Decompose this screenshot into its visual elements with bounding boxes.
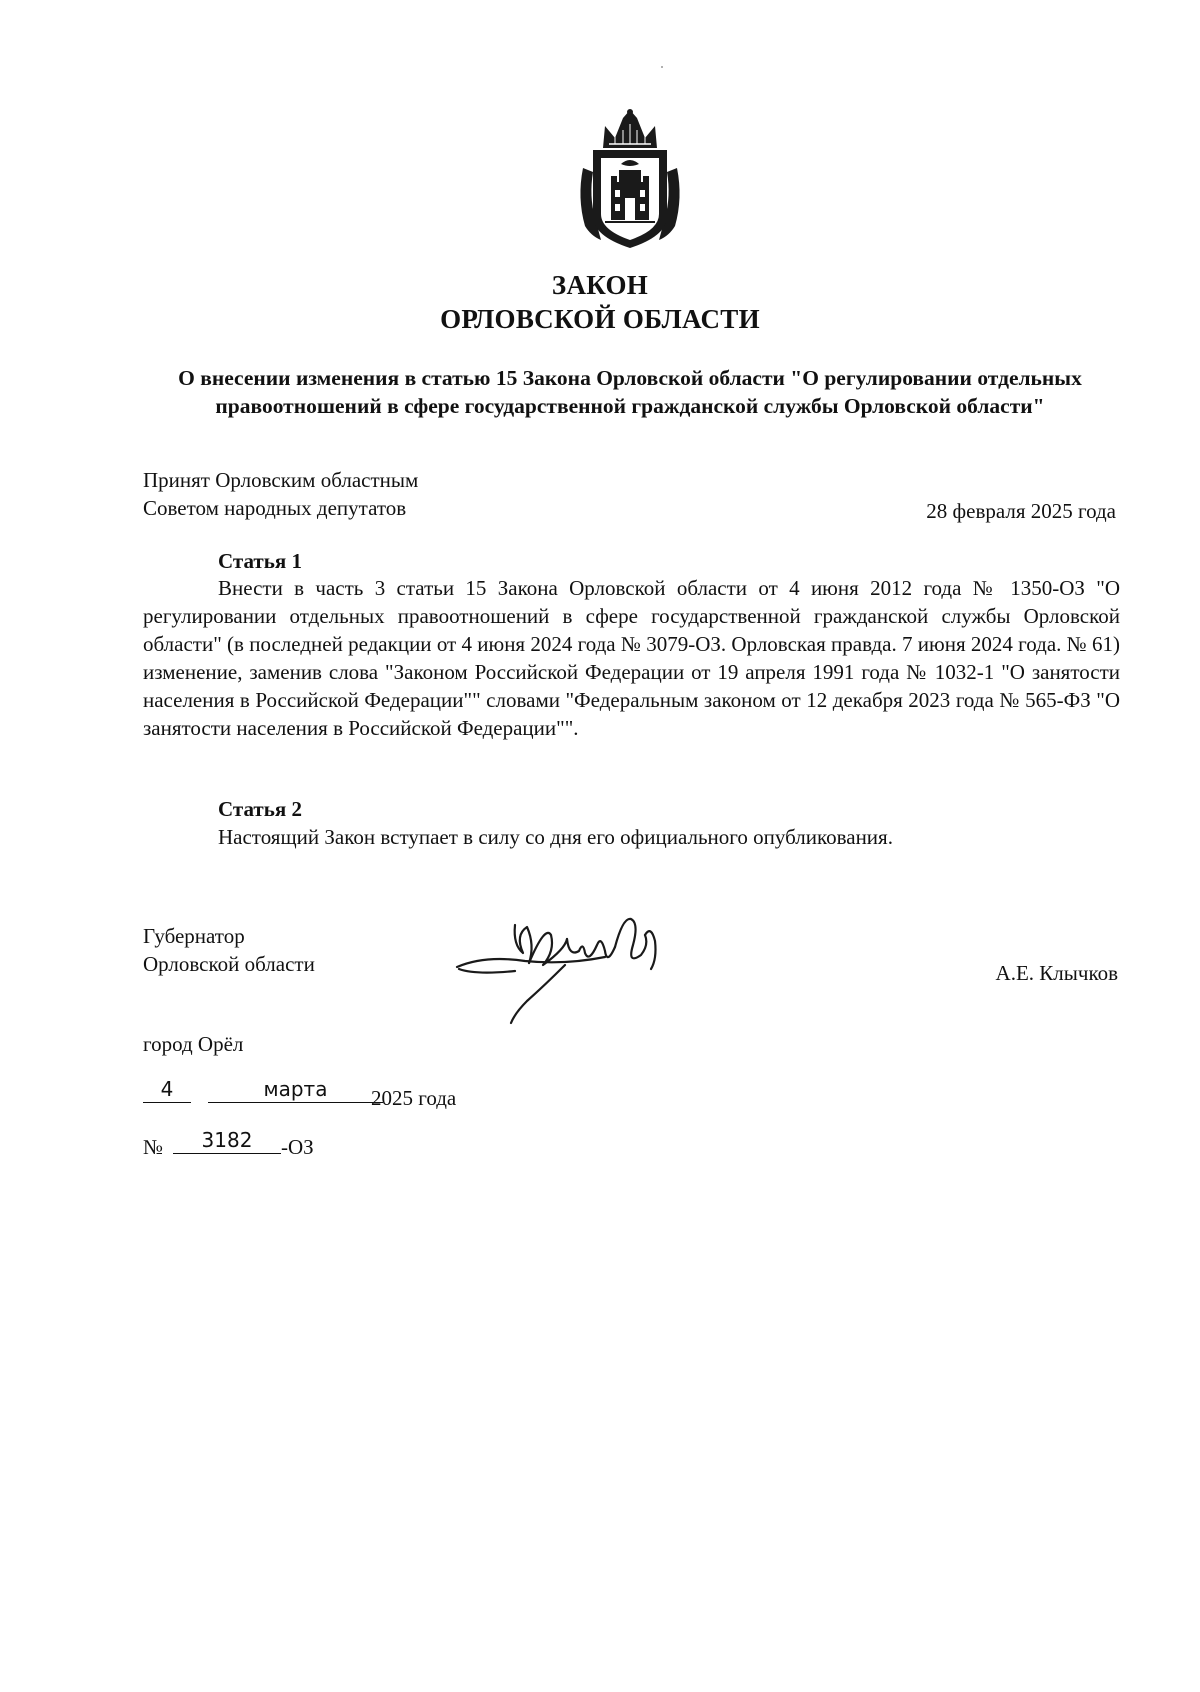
law-number-field: 3182 (173, 1127, 281, 1154)
signatory-name: А.Е. Клычков (995, 961, 1118, 985)
article-1-heading: Статья 1 (218, 549, 302, 573)
article-1-text: Внести в часть 3 статьи 15 Закона Орловской области от 4 июня 2012 года № 1350-ОЗ "О регулировании отдельных правоотношений в сфере государственной гражданской службы Орловской области" (в последней редакции от 4 июня 2024 года № 3079-ОЗ. Орловская правда. 7 июня 2024 года. № 61) изменение, заменив слова "Законом Российской Федерации от 19 апреля 1991 года № 1032-1 "О занятости населения в Российской Федерации"" словами "Федеральным законом от 12 декабря 2023 года № 565-ФЗ "О занятости населения в Российской Федерации"". (143, 576, 1120, 740)
article-2-text: Настоящий Закон вступает в силу со дня его официального опубликования. (218, 825, 893, 849)
scan-speck (661, 66, 663, 68)
signing-day-field: 4 (143, 1076, 191, 1103)
signatory-position-line: Губернатор (143, 924, 245, 948)
article-2-heading: Статья 2 (218, 797, 302, 821)
signing-date (143, 1072, 543, 1112)
number-sign: № (143, 1135, 164, 1159)
adoption-date: 28 февраля 2025 года (926, 499, 1116, 523)
law-number-suffix: -ОЗ (281, 1135, 314, 1159)
issuer-title: ОРЛОВСКОЙ ОБЛАСТИ (440, 304, 760, 334)
signatory-position-line: Орловской области (143, 952, 315, 976)
handwritten-signature (455, 905, 685, 1030)
signatory-position (143, 922, 315, 978)
signing-month-field: марта (208, 1076, 383, 1103)
signing-year: 2025 года (371, 1086, 457, 1110)
coat-of-arms-icon (575, 108, 685, 254)
law-subject: О внесении изменения в статью 15 Закона Орловской области "О регулировании отдельных правоотношений в сфере государственной гражданской службы Орловской области" (178, 366, 1082, 418)
signing-place: город Орёл (143, 1032, 244, 1056)
document-type-title: ЗАКОН (551, 270, 649, 300)
law-number (143, 1125, 443, 1165)
adoption-body-line: Советом народных депутатов (143, 496, 407, 520)
adoption-body (143, 466, 418, 522)
adoption-body-line: Принят Орловским областным (143, 468, 419, 492)
